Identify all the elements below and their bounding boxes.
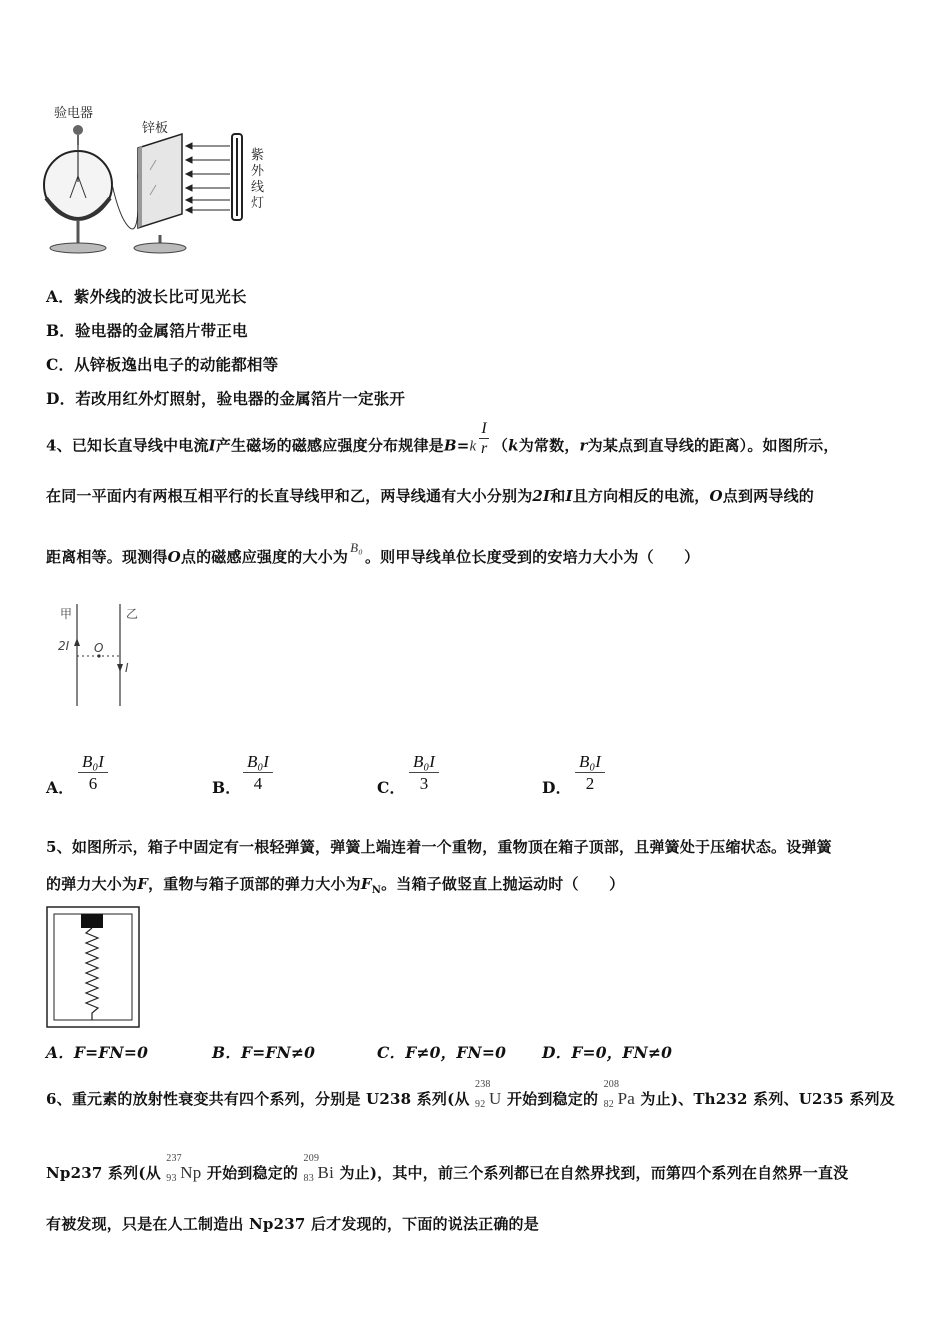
current-I-label: I bbox=[125, 661, 129, 675]
wire-yi-label: 乙 bbox=[126, 607, 139, 621]
q6-text: Np237 系列(从 bbox=[46, 1164, 161, 1182]
formula-fraction bbox=[479, 420, 489, 459]
uv-char: 紫 bbox=[251, 148, 265, 163]
q4-current-I: I bbox=[208, 436, 216, 455]
q3-option-a[interactable]: A．紫外线的波长比可见光长 bbox=[46, 287, 247, 306]
fraction-denominator: 6 bbox=[88, 774, 98, 793]
q4-k2: k bbox=[508, 436, 519, 455]
q4-I: I bbox=[565, 487, 573, 505]
fraction-denominator: 2 bbox=[585, 774, 595, 793]
q4-text: 在同一平面内有两根互相平行的长直导线甲和乙，两导线通有大小分别为 bbox=[46, 487, 533, 505]
element-symbol: Pa bbox=[617, 1089, 635, 1108]
fraction-denominator: 4 bbox=[253, 774, 263, 793]
point-O-label: O bbox=[94, 641, 104, 655]
fraction-numerator: I bbox=[481, 420, 487, 437]
q5-FN: F bbox=[360, 875, 372, 893]
atomic-number: 82 bbox=[603, 1099, 614, 1110]
q4-option-d-fraction[interactable] bbox=[575, 752, 605, 795]
q5-F: F bbox=[137, 875, 149, 893]
q4-text: 点的磁感应强度的大小为 bbox=[180, 548, 349, 566]
q5-line-1: 5、如图所示，箱子中固定有一根轻弹簧，弹簧上端连着一个重物，重物顶在箱子顶部，且弹簧处于压缩状态。设弹簧 bbox=[46, 838, 832, 856]
q6-text: 为止)，其中，前三个系列都已在自然界找到，而第四个系列在自然界一直没 bbox=[339, 1164, 849, 1182]
q4-text: 产生磁场的磁感应强度分布规律是 bbox=[215, 436, 444, 455]
q4-O: O bbox=[167, 548, 181, 566]
q4-2I: 2I bbox=[532, 487, 551, 505]
q5-text: 的弹力大小为 bbox=[46, 875, 138, 893]
q5-line-2 bbox=[46, 873, 624, 896]
q4-option-c-label[interactable]: C． bbox=[377, 778, 406, 797]
electroscope-label: 验电器 bbox=[54, 106, 94, 121]
q4-option-b-label[interactable]: B． bbox=[212, 778, 242, 797]
q6-line-3: 有被发现，只是在人工制造出 Np237 后才发现的，下面的说法正确的是 bbox=[46, 1215, 539, 1233]
element-symbol: Bi bbox=[317, 1163, 335, 1182]
q4-line-3 bbox=[46, 540, 700, 567]
isotope-Np237 bbox=[166, 1153, 202, 1184]
parallel-wires-figure bbox=[52, 600, 162, 710]
q4-text: 4、已知长直导线中电流 bbox=[46, 436, 209, 455]
isotope-Pa208 bbox=[603, 1079, 635, 1110]
q4-option-d-label[interactable]: D． bbox=[542, 778, 572, 797]
q4-text: 且方向相反的电流， bbox=[572, 487, 710, 505]
q6-text: 为止)、Th232 系列、U235 系列及 bbox=[640, 1090, 895, 1108]
q4-text: （ bbox=[492, 436, 509, 455]
mass-number: 208 bbox=[603, 1079, 620, 1090]
q4-k: k bbox=[469, 438, 477, 455]
fraction-denominator: 3 bbox=[419, 774, 429, 793]
q4-text: 为某点到直导线的距离）。如图所示， bbox=[587, 436, 839, 455]
q3-option-d[interactable]: D．若改用红外灯照射，验电器的金属箔片一定张开 bbox=[46, 389, 406, 408]
q4-text: 距离相等。现测得 bbox=[46, 548, 168, 566]
atomic-number: 83 bbox=[303, 1173, 314, 1184]
q4-B: B= bbox=[443, 436, 470, 455]
atomic-number: 92 bbox=[475, 1099, 486, 1110]
q5-option-c[interactable]: C．F≠0，FN=0 bbox=[377, 1043, 507, 1062]
element-symbol: Np bbox=[180, 1163, 202, 1182]
q4-B0: B₀ bbox=[350, 540, 363, 555]
current-2I-label: 2I bbox=[58, 639, 70, 653]
q5-option-d[interactable]: D．F=0，FN≠0 bbox=[542, 1043, 673, 1062]
atomic-number: 93 bbox=[166, 1173, 177, 1184]
electroscope-figure bbox=[40, 100, 280, 260]
q5-text: ，重物与箱子顶部的弹力大小为 bbox=[148, 875, 361, 893]
q4-option-a-label[interactable]: A． bbox=[46, 778, 74, 797]
q4-option-b-fraction[interactable] bbox=[243, 752, 273, 795]
q6-line-2 bbox=[46, 1153, 849, 1184]
fraction-numerator: B₀I bbox=[243, 752, 273, 773]
mass-number: 209 bbox=[303, 1153, 320, 1164]
fraction-denominator: r bbox=[480, 440, 488, 457]
uv-char: 线 bbox=[251, 180, 265, 195]
q5-option-a[interactable]: A．F=FN=0 bbox=[46, 1043, 149, 1062]
q6-text: 开始到稳定的 bbox=[506, 1090, 599, 1108]
fraction-numerator: B₀I bbox=[78, 752, 108, 773]
q3-option-c[interactable]: C．从锌板逸出电子的动能都相等 bbox=[46, 355, 279, 374]
q4-text: 点到两导线的 bbox=[722, 487, 814, 505]
uv-lamp-label bbox=[251, 148, 267, 212]
q6-line-1 bbox=[46, 1079, 895, 1110]
q5-text: 。当箱子做竖直上抛运动时（ ） bbox=[381, 875, 625, 893]
q4-text: 为常数， bbox=[518, 436, 580, 455]
q4-option-c-fraction[interactable] bbox=[409, 752, 439, 795]
mass-number: 238 bbox=[475, 1079, 491, 1090]
q5-FN-subscript: N bbox=[371, 885, 382, 896]
q6-text: 开始到稳定的 bbox=[206, 1164, 299, 1182]
box-spring-figure bbox=[46, 906, 142, 1030]
q4-text: 。则甲导线单位长度受到的安培力大小为（ ） bbox=[364, 548, 700, 566]
q4-r: r bbox=[579, 436, 588, 455]
uv-char: 外 bbox=[251, 164, 265, 179]
q5-option-b[interactable]: B．F=FN≠0 bbox=[212, 1043, 316, 1062]
q3-option-b[interactable]: B．验电器的金属箔片带正电 bbox=[46, 321, 248, 340]
q4-text: 和 bbox=[550, 487, 566, 505]
zinc-plate-label: 锌板 bbox=[142, 121, 169, 136]
mass-number: 237 bbox=[166, 1153, 182, 1164]
isotope-U238 bbox=[475, 1079, 502, 1110]
q4-line-2 bbox=[46, 485, 814, 506]
q6-text: 6、重元素的放射性衰变共有四个系列，分别是 U238 系列(从 bbox=[46, 1090, 470, 1108]
element-symbol: U bbox=[489, 1089, 502, 1108]
wire-jia-label: 甲 bbox=[60, 607, 73, 621]
q4-option-a-fraction[interactable] bbox=[78, 752, 108, 795]
q4-O: O bbox=[709, 487, 723, 505]
isotope-Bi209 bbox=[303, 1153, 335, 1184]
fraction-numerator: B₀I bbox=[409, 752, 439, 773]
q4-line-1 bbox=[46, 420, 839, 459]
uv-char: 灯 bbox=[251, 196, 265, 211]
fraction-numerator: B₀I bbox=[575, 752, 605, 773]
